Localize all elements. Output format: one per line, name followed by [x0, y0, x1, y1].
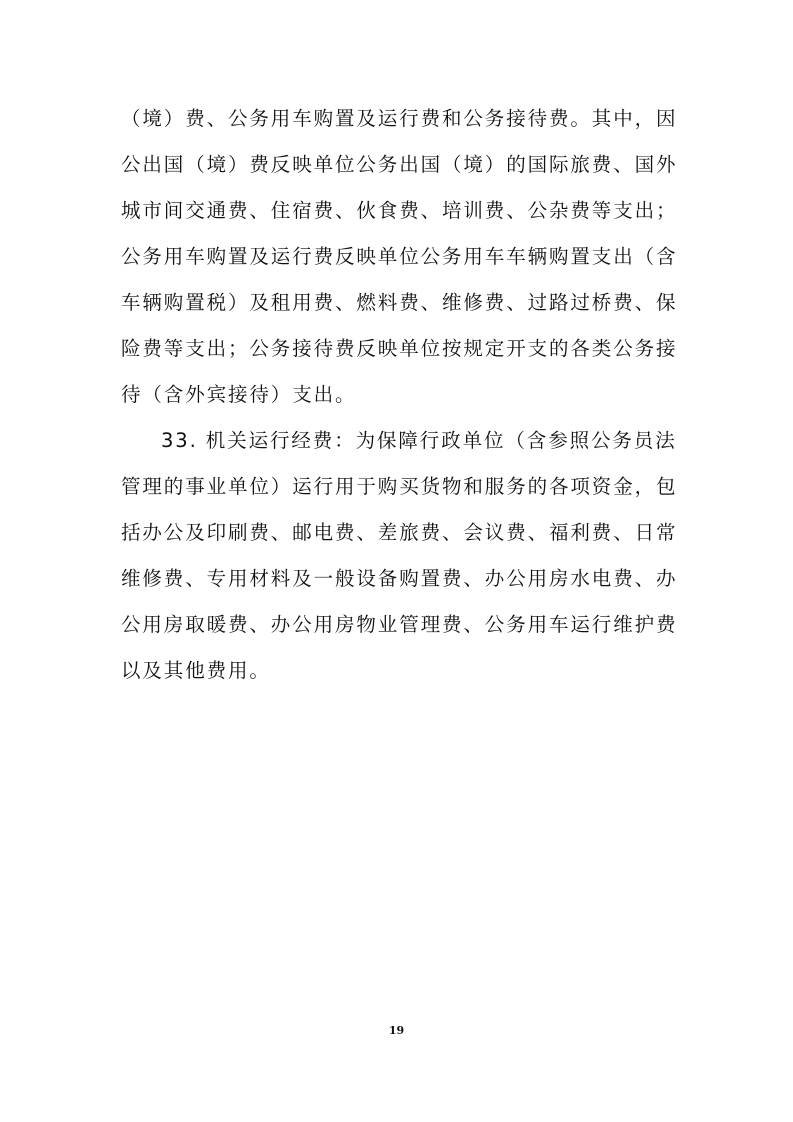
page-number: 19: [388, 1024, 405, 1037]
body-text: [121, 96, 681, 694]
text-line: 公务用车购置及运行费反映单位公务用车车辆购置支出（含: [121, 245, 678, 268]
text-line: 以及其他费用。: [121, 659, 271, 682]
text-line: 公用房取暖费、办公用房物业管理费、公务用车运行维护费: [121, 613, 678, 636]
text-line: 公出国（境）费反映单位公务出国（境）的国际旅费、国外: [121, 153, 678, 176]
paragraph-office-operating-expenses: [121, 418, 681, 694]
paragraph-expense-definitions: [121, 96, 681, 418]
text-line: 33. 机关运行经费：为保障行政单位（含参照公务员法: [161, 429, 677, 452]
text-line: 城市间交通费、住宿费、伙食费、培训费、公杂费等支出；: [121, 199, 678, 222]
text-line: 管理的事业单位）运行用于购买货物和服务的各项资金，包: [121, 475, 678, 498]
text-line: 车辆购置税）及租用费、燃料费、维修费、过路过桥费、保: [121, 291, 678, 314]
text-line: 险费等支出；公务接待费反映单位按规定开支的各类公务接: [121, 337, 678, 360]
text-line: 待（含外宾接待）支出。: [121, 383, 357, 406]
text-line: 括办公及印刷费、邮电费、差旅费、会议费、福利费、日常: [121, 521, 678, 544]
text-line: 维修费、专用材料及一般设备购置费、办公用房水电费、办: [121, 567, 678, 590]
text-line: （境）费、公务用车购置及运行费和公务接待费。其中，因: [121, 107, 678, 130]
